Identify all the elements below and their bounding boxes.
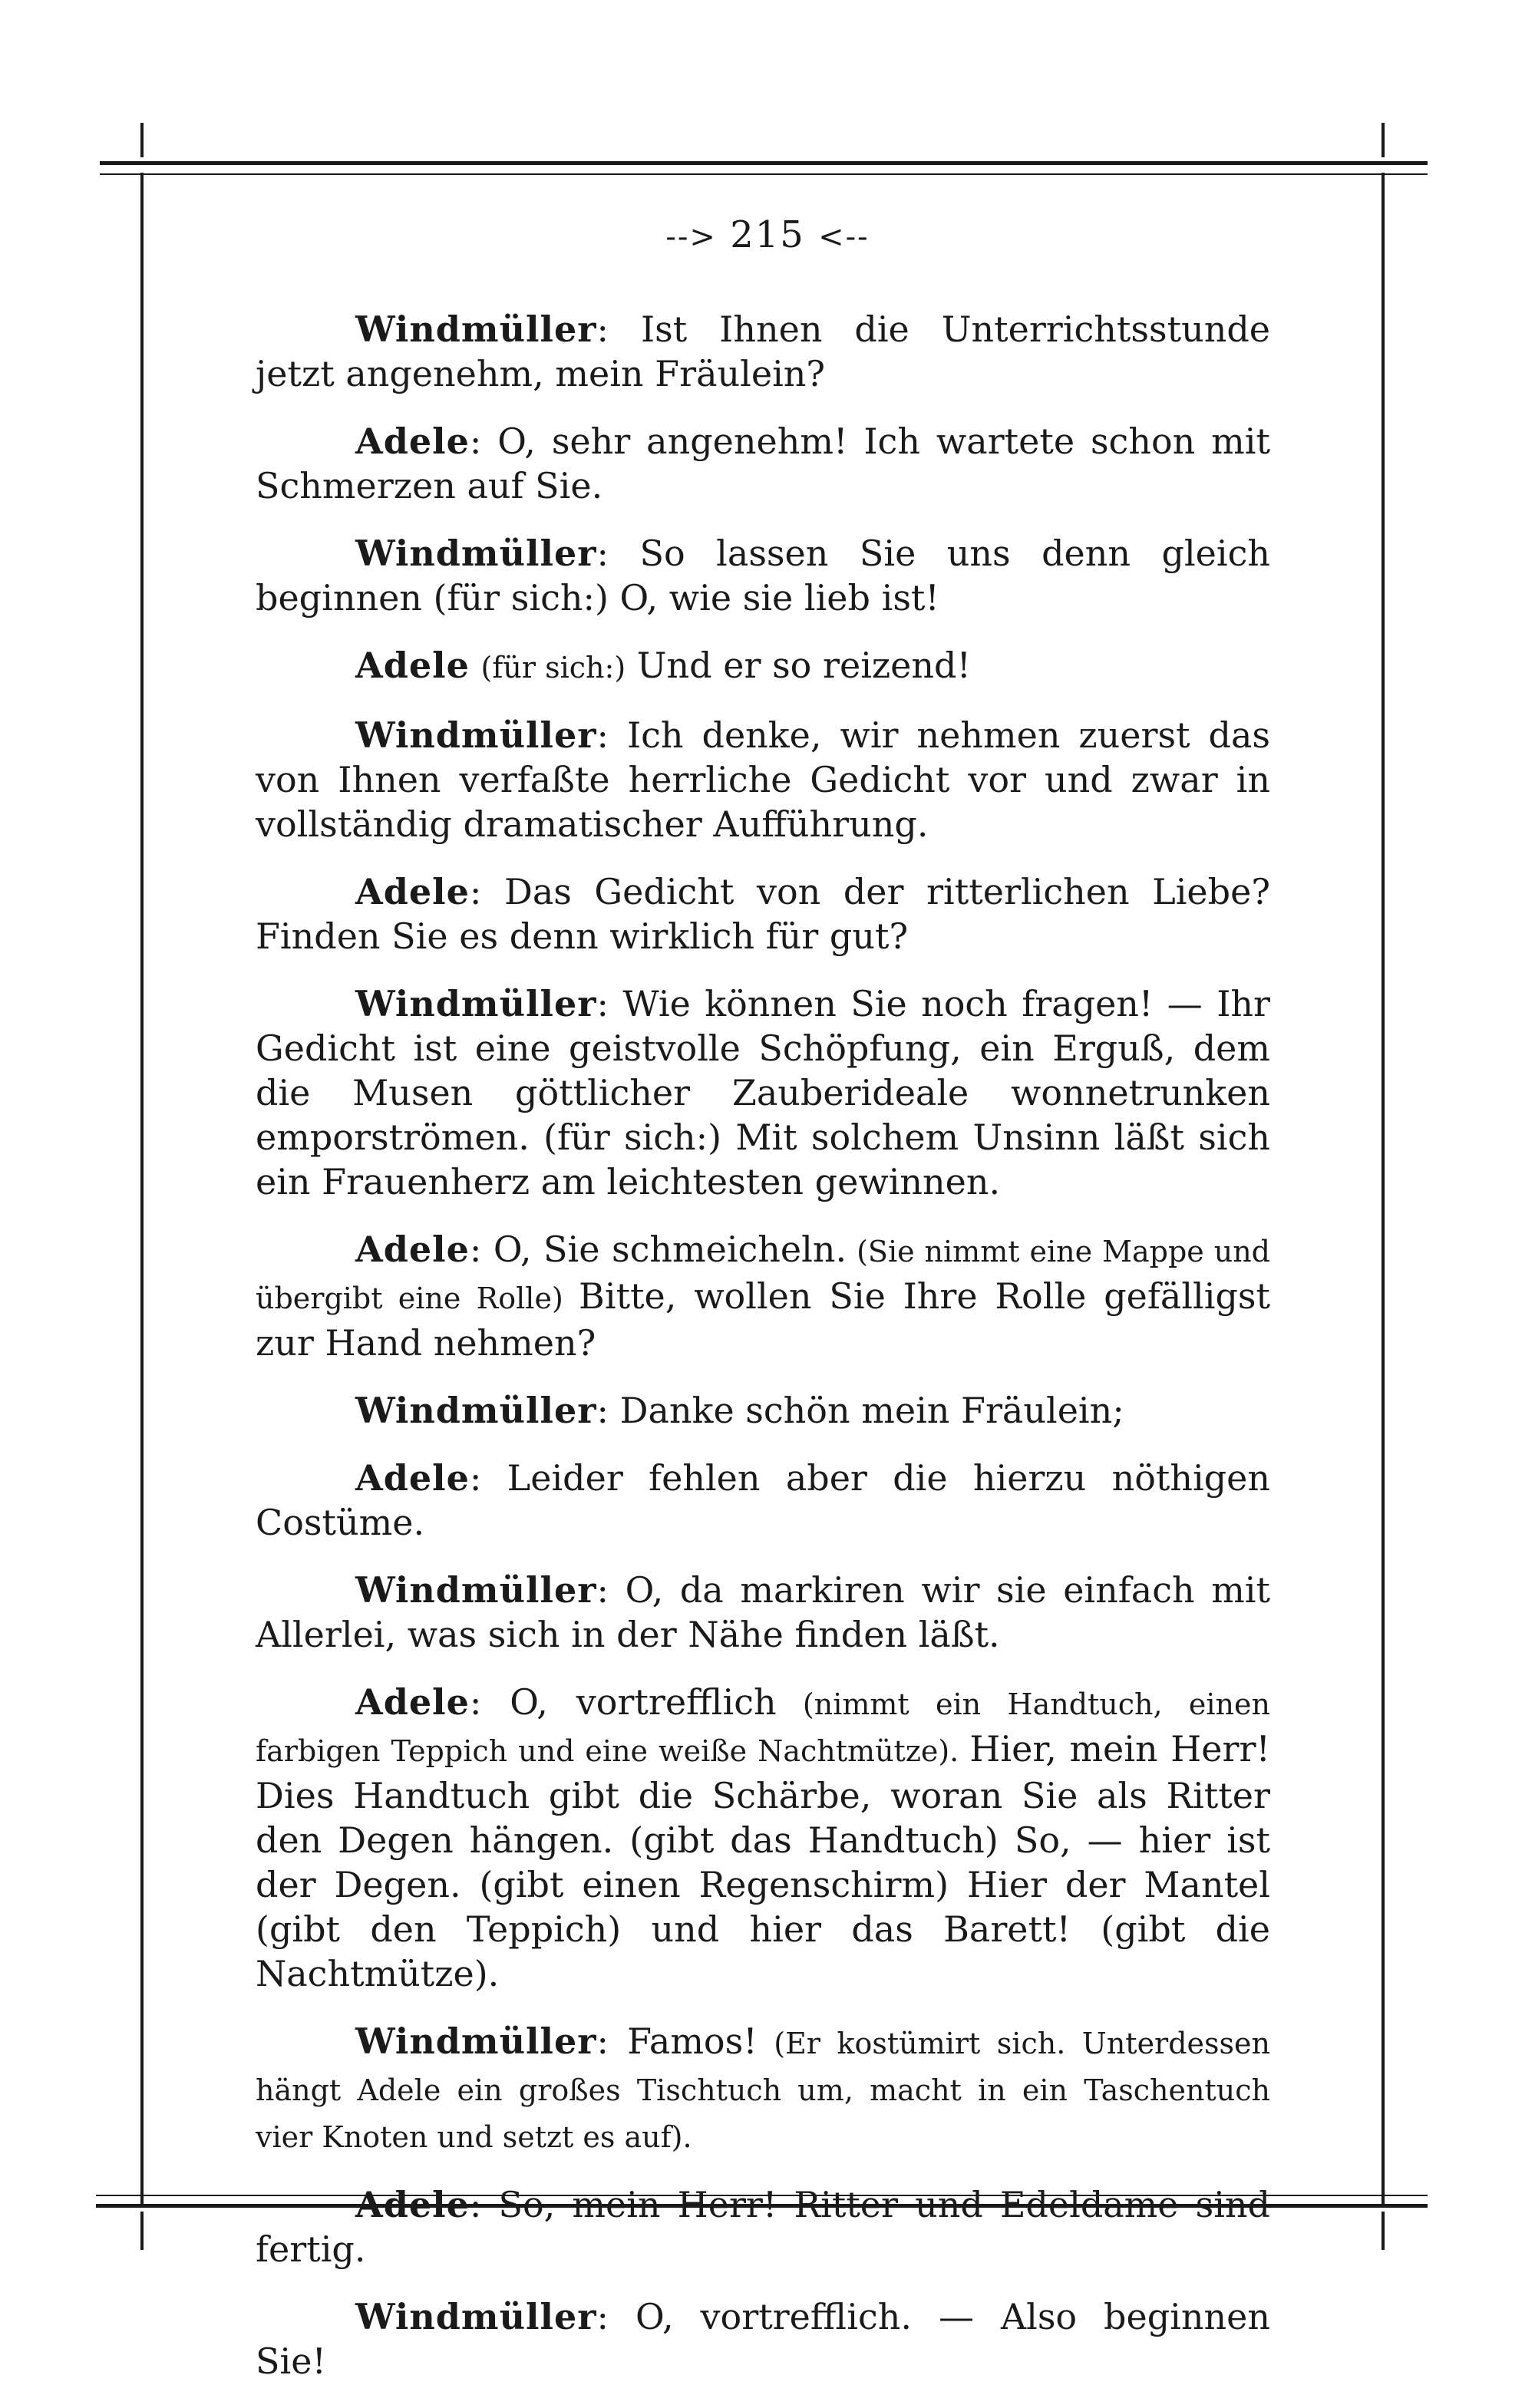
ornament-right-icon: <-- xyxy=(818,219,870,255)
speaker-name: Adele xyxy=(355,1681,470,1723)
dialogue-paragraph xyxy=(256,1680,1270,1996)
speech: Famos! xyxy=(627,2020,758,2062)
speaker-name: Windmüller xyxy=(355,1569,597,1611)
speech: O, Sie schmeicheln. xyxy=(493,1229,847,1270)
top-rule-thin xyxy=(100,173,1428,175)
page-header xyxy=(0,213,1535,256)
right-frame-line xyxy=(1382,173,1385,2206)
dialogue-paragraph xyxy=(256,307,1270,396)
stage-direction: (nimmt ein Handtuch, einen farbigen Teppich und eine weiße Nachtmütze). xyxy=(256,1687,1270,1768)
dialogue-paragraph xyxy=(256,713,1270,846)
ornament-left-icon: --> xyxy=(665,219,717,255)
separator: : xyxy=(596,714,627,756)
speech: So, mein Herr! Ritter und Edeldame sind fertig. xyxy=(256,2184,1270,2270)
dialogue-paragraph xyxy=(256,2019,1270,2159)
speech: O, vortrefflich xyxy=(510,1681,777,1723)
speaker-name: Adele xyxy=(355,645,470,686)
speech: So lassen Sie uns denn gleich beginnen (für sich:) O, wie sie lieb ist! xyxy=(256,533,1270,618)
stage-direction: (Er kostümirt sich. Unterdessen hängt Adele ein großes Tischtuch um, macht in ein Taschentuch vier Knoten und setzt es auf). xyxy=(256,2027,1271,2154)
separator: : xyxy=(469,2184,499,2225)
dialogue-paragraph xyxy=(256,869,1270,958)
speech: Leider fehlen aber die hierzu nöthigen Costüme. xyxy=(256,1457,1271,1543)
speaker-name: Adele xyxy=(355,1229,470,1270)
speaker-name: Windmüller xyxy=(355,533,597,574)
speech: Ich denke, wir nehmen zuerst das von Ihnen verfaßte herrliche Gedicht vor und zwar in vollständig dramatischer Aufführung. xyxy=(256,714,1271,845)
separator xyxy=(470,645,481,686)
dialogue-paragraph xyxy=(256,419,1270,508)
dialogue-paragraph xyxy=(256,1388,1270,1433)
speaker-name: Adele xyxy=(355,1457,470,1499)
separator: : xyxy=(469,1229,494,1270)
speaker-name: Windmüller xyxy=(355,2296,597,2337)
dialogue-paragraph xyxy=(256,2182,1270,2271)
speech: O, vortrefflich. — Also beginnen Sie! xyxy=(256,2296,1270,2382)
speech: Das Gedicht von der ritterlichen Liebe? Finden Sie es denn wirklich für gut? xyxy=(256,871,1270,957)
dialogue-paragraph xyxy=(256,1568,1270,1657)
separator: : xyxy=(469,421,498,462)
speaker-name: Windmüller xyxy=(355,983,597,1024)
speech: O, sehr angenehm! Ich wartete schon mit Schmerzen auf Sie. xyxy=(256,421,1270,506)
speaker-name: Windmüller xyxy=(355,714,597,756)
separator: : xyxy=(596,983,623,1024)
dialogue-paragraph xyxy=(256,981,1270,1204)
speaker-name: Adele xyxy=(355,2184,470,2225)
separator: : xyxy=(469,871,504,912)
speech-continued: Bitte, wollen Sie Ihre Rolle gefälligst zur Hand nehmen? xyxy=(256,1275,1270,1364)
separator: : xyxy=(596,308,641,350)
stage-direction: (Sie nimmt eine Mappe und übergibt eine Rolle) xyxy=(256,1235,1271,1315)
stage-direction: (für sich:) xyxy=(480,651,626,684)
top-rule-thick xyxy=(100,161,1428,165)
dialogue-paragraph xyxy=(256,2294,1270,2383)
speech: Und er so reizend! xyxy=(626,645,971,686)
speech-continued: Hier, mein Herr! Dies Handtuch gibt die Schärbe, woran Sie als Ritter den Degen hängen. (gibt das Handtuch) So, — hier ist der Degen. (gibt einen Regenschirm) Hier der Mantel (gibt den Teppich) und hier das Barett! (gibt die Nachtmütze). xyxy=(256,1728,1270,1994)
separator: : xyxy=(469,1457,507,1499)
separator: : xyxy=(596,1390,620,1431)
speech: Ist Ihnen die Unterrichtsstunde jetzt angenehm, mein Fräulein? xyxy=(256,308,1270,394)
separator: : xyxy=(596,1569,626,1611)
speaker-name: Windmüller xyxy=(355,1390,597,1431)
dialogue-paragraph xyxy=(256,643,1270,690)
page-number: 215 xyxy=(730,213,805,256)
tick-top-right xyxy=(1382,123,1385,157)
tick-bottom-right xyxy=(1382,2212,1385,2250)
dialogue-paragraph xyxy=(256,1456,1270,1545)
speaker-name: Windmüller xyxy=(355,308,597,350)
speaker-name: Adele xyxy=(355,871,470,912)
speaker-name: Adele xyxy=(355,421,470,462)
dialogue-paragraph xyxy=(256,531,1270,620)
separator: : xyxy=(596,2020,628,2062)
dialogue-text xyxy=(256,307,1270,2406)
tick-top-left xyxy=(140,123,144,157)
separator: : xyxy=(469,1681,510,1723)
tick-bottom-left xyxy=(140,2212,144,2250)
separator: : xyxy=(596,2296,635,2337)
speech: Wie können Sie noch fragen! — Ihr Gedicht ist eine geistvolle Schöpfung, ein Erguß, dem die Musen göttlicher Zauberideale wonnetrunken emporströmen. (für sich:) Mit solchem Unsinn läßt sich ein Frauenherz am leichtesten gewinnen. xyxy=(256,983,1270,1202)
separator: : xyxy=(596,533,640,574)
speech: O, da markiren wir sie einfach mit Allerlei, was sich in der Nähe finden läßt. xyxy=(256,1569,1271,1655)
speech: Danke schön mein Fräulein; xyxy=(619,1390,1124,1431)
speaker-name: Windmüller xyxy=(355,2020,597,2062)
left-frame-line xyxy=(140,173,144,2206)
dialogue-paragraph xyxy=(256,1227,1270,1365)
